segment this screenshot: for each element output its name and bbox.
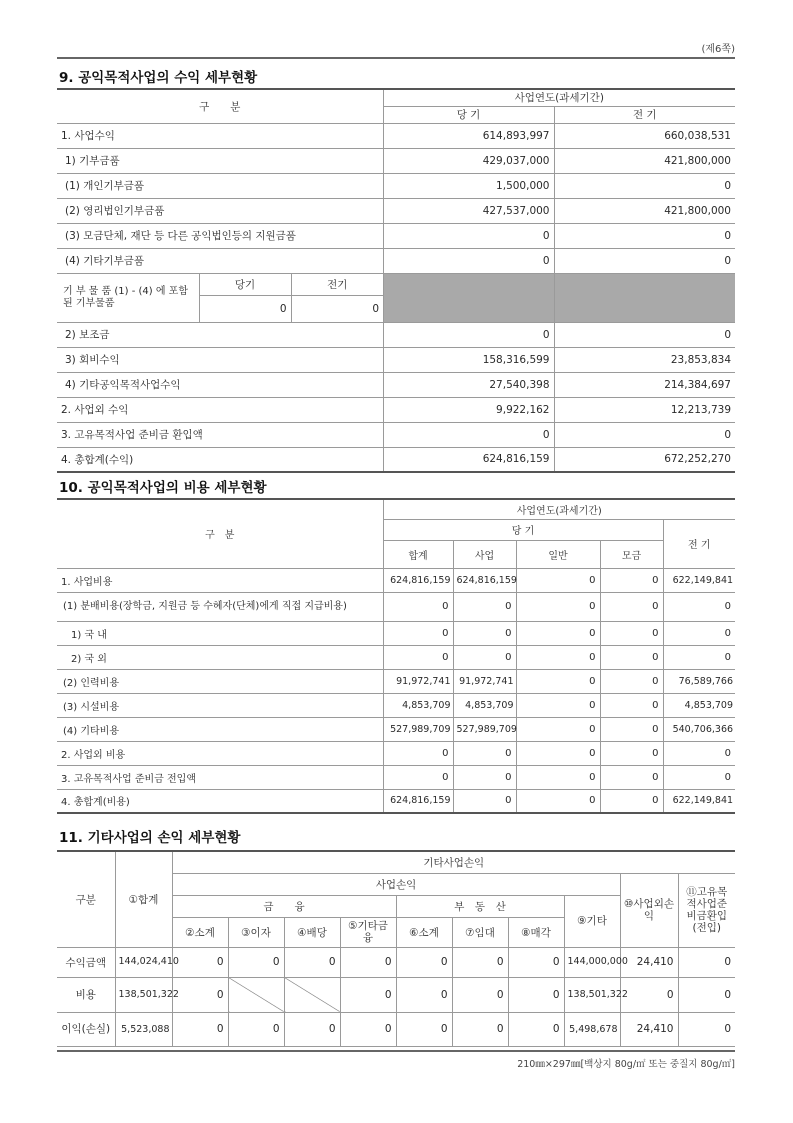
business-value: 0 (453, 741, 516, 765)
cell-value: 0 (172, 977, 228, 1012)
header-gubun: 구분 (57, 851, 115, 947)
fundraising-value: 0 (600, 568, 663, 592)
shaded-cell (554, 273, 735, 322)
table-row (57, 148, 735, 173)
cell-value: 144,000,000 (564, 947, 620, 977)
table-row (57, 741, 735, 765)
cell-value: 0 (340, 977, 396, 1012)
cell-value: 0 (396, 977, 452, 1012)
previous-value: 0 (554, 248, 735, 273)
general-value: 0 (516, 789, 600, 813)
sum-value: 5,523,088 (115, 1012, 172, 1046)
row-label: 4. 총합계(비용) (57, 789, 383, 813)
section-11-title: 11. 기타사업의 손익 세부현황 (59, 830, 241, 846)
row-label: 3) 회비수익 (57, 347, 383, 372)
table-row (57, 372, 735, 397)
current-value: 429,037,000 (383, 148, 554, 173)
section-9-title: 9. 공익목적사업의 수익 세부현황 (59, 70, 258, 86)
total-value: 0 (383, 645, 453, 669)
cell-value: 24,410 (620, 947, 678, 977)
current-value: 624,816,159 (383, 447, 554, 472)
cell-value: 0 (172, 947, 228, 977)
cell-value: 0 (452, 977, 508, 1012)
fundraising-value: 0 (600, 717, 663, 741)
row-label: 이익(손실) (57, 1012, 115, 1046)
cell-value: 0 (508, 977, 564, 1012)
form-number: (제6쪽) (701, 44, 735, 55)
previous-value: 0 (554, 322, 735, 347)
cell-value: 0 (228, 947, 284, 977)
row-label: (4) 기타비용 (57, 717, 383, 741)
header-current: 당 기 (383, 519, 663, 540)
fundraising-value: 0 (600, 669, 663, 693)
table-row (57, 669, 735, 693)
previous-value: 23,853,834 (554, 347, 735, 372)
cell-value: 0 (678, 977, 735, 1012)
cell-value: 0 (678, 947, 735, 977)
diagonal-cell (228, 977, 284, 1012)
table-row (57, 173, 735, 198)
cell-value: 0 (396, 1012, 452, 1046)
total-value: 624,816,159 (383, 789, 453, 813)
business-value: 0 (453, 621, 516, 645)
header-rent: ⑦임대 (452, 917, 508, 947)
header-real-estate: 부 동 산 (396, 895, 564, 917)
header-gubun: 구 분 (57, 89, 383, 123)
general-value: 0 (516, 669, 600, 693)
total-value: 0 (383, 765, 453, 789)
previous-value: 622,149,841 (663, 789, 735, 813)
header-business-pl: 사업손익 (172, 873, 620, 895)
total-value: 624,816,159 (383, 568, 453, 592)
paper-spec-footer: 210㎜×297㎜[백상지 80g/㎡ 또는 중질지 80g/㎡] (517, 1059, 735, 1070)
donated-goods-previous-value: 0 (291, 296, 383, 322)
row-label: 비용 (57, 977, 115, 1012)
previous-value: 421,800,000 (554, 198, 735, 223)
row-label: (1) 분배비용(장학금, 지원금 등 수혜자(단체)에게 직접 지급비용) (57, 592, 383, 621)
row-label: (3) 시설비용 (57, 693, 383, 717)
previous-value: 12,213,739 (554, 397, 735, 422)
section-9-table (57, 88, 735, 473)
header-non-operating: ⑩사업외손익 (620, 873, 678, 947)
header-re-subtotal: ⑥소계 (396, 917, 452, 947)
cell-value: 0 (678, 1012, 735, 1046)
table-row (57, 322, 735, 347)
bottom-rule (57, 1050, 735, 1052)
header-fundraising: 모금 (600, 540, 663, 568)
current-value: 0 (383, 248, 554, 273)
row-label: 1. 사업비용 (57, 568, 383, 592)
previous-value: 0 (663, 592, 735, 621)
row-label: 2) 국 외 (57, 645, 383, 669)
header-reserve: ⑪고유목적사업준비금환입(전입) (678, 873, 735, 947)
cell-value: 0 (508, 947, 564, 977)
table-row (57, 223, 735, 248)
table-row (57, 347, 735, 372)
previous-value: 214,384,697 (554, 372, 735, 397)
table-row (57, 977, 735, 1012)
previous-value: 0 (554, 422, 735, 447)
header-interest: ③이자 (228, 917, 284, 947)
row-label: 1. 사업수익 (57, 123, 383, 148)
table-row (57, 248, 735, 273)
table-row (57, 592, 735, 621)
header-other-finance: ⑤기타금융 (340, 917, 396, 947)
previous-value: 0 (663, 645, 735, 669)
cell-value: 0 (228, 1012, 284, 1046)
business-value: 91,972,741 (453, 669, 516, 693)
table-row (57, 1012, 735, 1046)
general-value: 0 (516, 741, 600, 765)
current-value: 27,540,398 (383, 372, 554, 397)
header-total: 합계 (383, 540, 453, 568)
previous-value: 540,706,366 (663, 717, 735, 741)
table-row (57, 568, 735, 592)
cell-value: 0 (172, 1012, 228, 1046)
business-value: 624,816,159 (453, 568, 516, 592)
header-current: 당 기 (383, 106, 554, 123)
total-value: 0 (383, 741, 453, 765)
row-label: (3) 모금단체, 재단 등 다른 공익법인등의 지원금품 (57, 223, 383, 248)
previous-value: 0 (554, 173, 735, 198)
sum-value: 138,501,322 (115, 977, 172, 1012)
current-value: 9,922,162 (383, 397, 554, 422)
section-10-table (57, 498, 735, 814)
header-year: 사업연도(과세기간) (383, 89, 735, 106)
diagonal-cell (284, 977, 340, 1012)
cell-value: 0 (452, 947, 508, 977)
fundraising-value: 0 (600, 789, 663, 813)
row-label: 수익금액 (57, 947, 115, 977)
previous-value: 622,149,841 (663, 568, 735, 592)
donated-goods-previous-header: 전기 (291, 274, 383, 296)
general-value: 0 (516, 592, 600, 621)
table-row (57, 645, 735, 669)
cell-value: 0 (340, 1012, 396, 1046)
total-value: 91,972,741 (383, 669, 453, 693)
header-sale: ⑧매각 (508, 917, 564, 947)
table-row (57, 765, 735, 789)
previous-value: 660,038,531 (554, 123, 735, 148)
table-row (57, 789, 735, 813)
cell-value: 0 (284, 947, 340, 977)
general-value: 0 (516, 765, 600, 789)
row-label: (1) 개인기부금품 (57, 173, 383, 198)
header-previous: 전 기 (554, 106, 735, 123)
table-row (57, 947, 735, 977)
current-value: 158,316,599 (383, 347, 554, 372)
header-year: 사업연도(과세기간) (383, 499, 735, 519)
header-other: ⑨기타 (564, 895, 620, 947)
row-label: 2. 사업외 수익 (57, 397, 383, 422)
current-value: 0 (383, 422, 554, 447)
cell-value: 0 (452, 1012, 508, 1046)
current-value: 427,537,000 (383, 198, 554, 223)
top-rule (57, 57, 735, 59)
table-row (57, 693, 735, 717)
previous-value: 0 (663, 741, 735, 765)
business-value: 527,989,709 (453, 717, 516, 741)
current-value: 1,500,000 (383, 173, 554, 198)
header-finance: 금 융 (172, 895, 396, 917)
section-11-table (57, 850, 735, 1047)
donated-goods-subtable (57, 274, 383, 322)
row-label: 4. 총합계(수익) (57, 447, 383, 472)
row-label: (4) 기타기부금품 (57, 248, 383, 273)
general-value: 0 (516, 621, 600, 645)
row-label: 1) 국 내 (57, 621, 383, 645)
general-value: 0 (516, 645, 600, 669)
header-fin-subtotal: ②소계 (172, 917, 228, 947)
current-value: 0 (383, 322, 554, 347)
row-label: 3. 고유목적사업 준비금 환입액 (57, 422, 383, 447)
header-gubun: 구 분 (57, 499, 383, 568)
fundraising-value: 0 (600, 645, 663, 669)
previous-value: 76,589,766 (663, 669, 735, 693)
donated-goods-current-header: 당기 (199, 274, 291, 296)
current-value: 614,893,997 (383, 123, 554, 148)
sum-value: 144,024,410 (115, 947, 172, 977)
previous-value: 4,853,709 (663, 693, 735, 717)
previous-value: 0 (554, 223, 735, 248)
table-row (57, 621, 735, 645)
fundraising-value: 0 (600, 693, 663, 717)
donated-goods-label: 기 부 물 품 (1) - (4) 에 포함된 기부물품 (57, 274, 199, 322)
business-value: 0 (453, 765, 516, 789)
cell-value: 0 (284, 1012, 340, 1046)
business-value: 0 (453, 592, 516, 621)
table-row (57, 123, 735, 148)
previous-value: 0 (663, 621, 735, 645)
cell-value: 0 (508, 1012, 564, 1046)
cell-value: 0 (340, 947, 396, 977)
row-label: 2) 보조금 (57, 322, 383, 347)
row-label: 4) 기타공익목적사업수익 (57, 372, 383, 397)
header-general: 일반 (516, 540, 600, 568)
header-other-business: 기타사업손익 (172, 851, 735, 873)
total-value: 527,989,709 (383, 717, 453, 741)
header-dividend: ④배당 (284, 917, 340, 947)
general-value: 0 (516, 568, 600, 592)
cell-value: 0 (396, 947, 452, 977)
header-business: 사업 (453, 540, 516, 568)
donated-goods-current-value: 0 (199, 296, 291, 322)
row-label: (2) 인력비용 (57, 669, 383, 693)
cell-value: 0 (620, 977, 678, 1012)
previous-value: 672,252,270 (554, 447, 735, 472)
total-value: 0 (383, 621, 453, 645)
fundraising-value: 0 (600, 621, 663, 645)
header-sum: ①합계 (115, 851, 172, 947)
total-value: 0 (383, 592, 453, 621)
table-row (57, 198, 735, 223)
current-value: 0 (383, 223, 554, 248)
section-10-title: 10. 공익목적사업의 비용 세부현황 (59, 480, 267, 496)
general-value: 0 (516, 717, 600, 741)
previous-value: 421,800,000 (554, 148, 735, 173)
table-row (57, 447, 735, 472)
table-row (57, 717, 735, 741)
fundraising-value: 0 (600, 765, 663, 789)
business-value: 0 (453, 645, 516, 669)
donated-goods-row (57, 273, 735, 322)
business-value: 0 (453, 789, 516, 813)
row-label: 2. 사업외 비용 (57, 741, 383, 765)
previous-value: 0 (663, 765, 735, 789)
cell-value: 24,410 (620, 1012, 678, 1046)
total-value: 4,853,709 (383, 693, 453, 717)
business-value: 4,853,709 (453, 693, 516, 717)
header-previous: 전 기 (663, 519, 735, 568)
fundraising-value: 0 (600, 592, 663, 621)
cell-value: 5,498,678 (564, 1012, 620, 1046)
fundraising-value: 0 (600, 741, 663, 765)
general-value: 0 (516, 693, 600, 717)
row-label: 3. 고유목적사업 준비금 전입액 (57, 765, 383, 789)
table-row (57, 422, 735, 447)
row-label: (2) 영리법인기부금품 (57, 198, 383, 223)
table-row (57, 397, 735, 422)
cell-value: 138,501,322 (564, 977, 620, 1012)
row-label: 1) 기부금품 (57, 148, 383, 173)
shaded-cell (383, 273, 554, 322)
